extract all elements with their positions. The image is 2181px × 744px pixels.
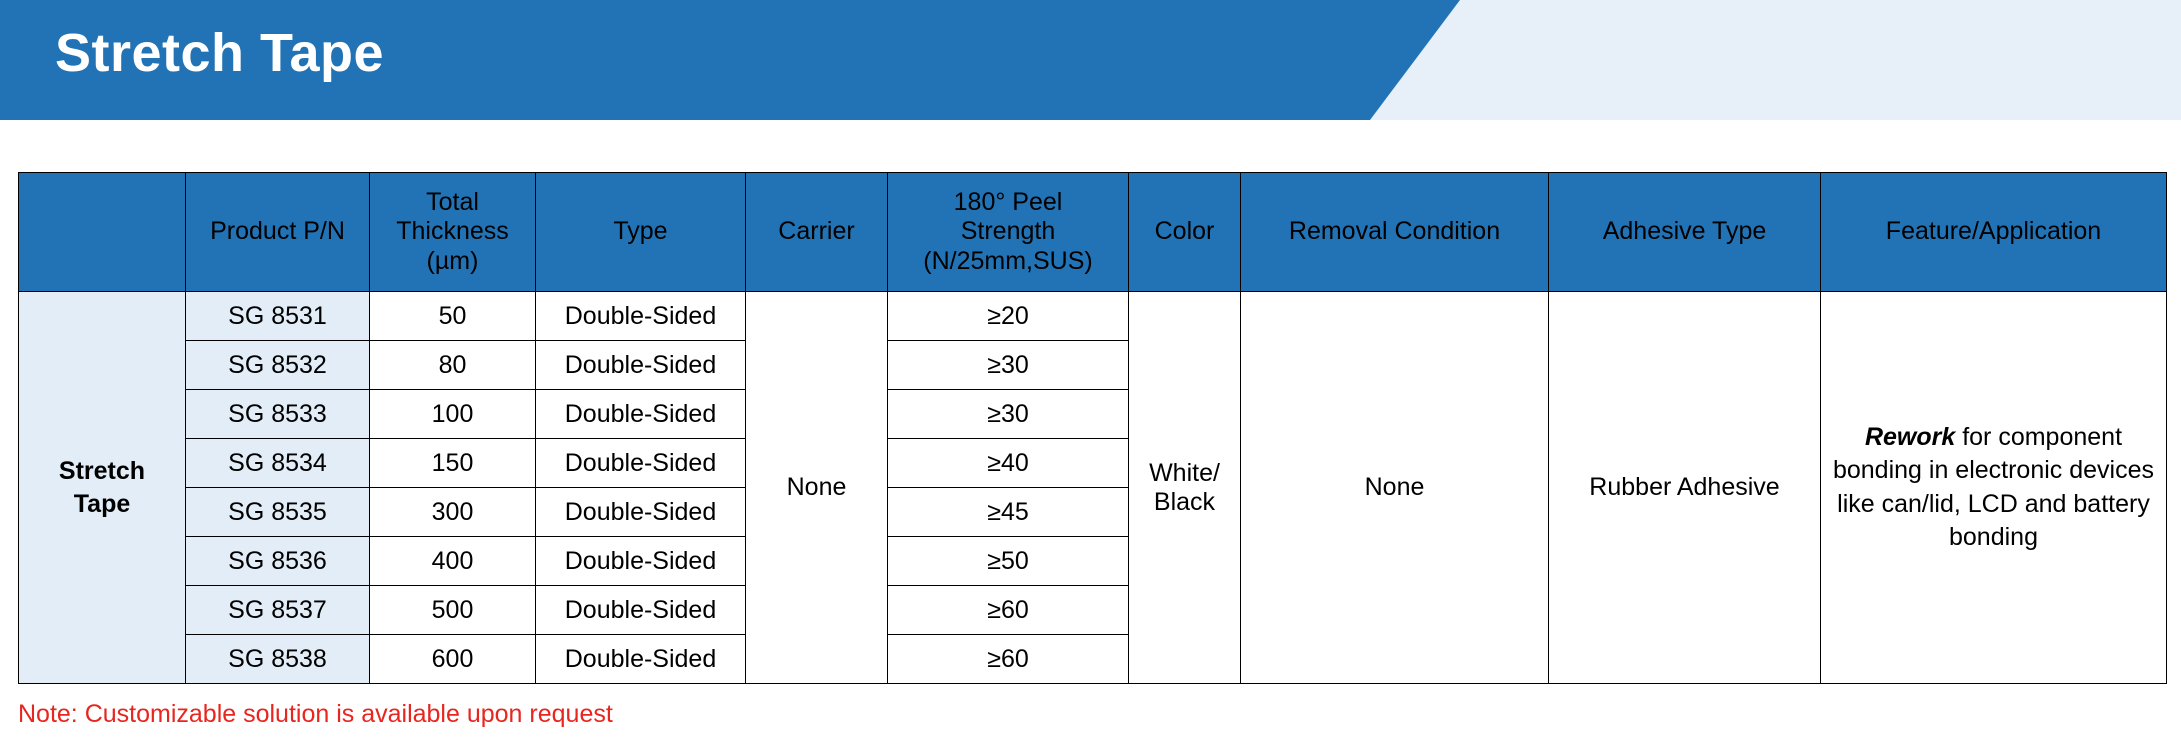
cell-product-pn: SG 8537 <box>186 586 370 635</box>
column-header-peel-strength-line3: (N/25mm,SUS) <box>923 246 1093 275</box>
column-header-peel-strength <box>888 173 1129 292</box>
note-text: Note: Customizable solution is available upon request <box>18 700 613 728</box>
cell-peel-strength: ≥40 <box>888 439 1129 488</box>
cell-peel-strength: ≥60 <box>888 635 1129 684</box>
cell-removal-condition: None <box>1241 292 1549 684</box>
cell-product-pn: SG 8532 <box>186 341 370 390</box>
cell-peel-strength: ≥30 <box>888 390 1129 439</box>
group-label-line1: Stretch <box>58 457 146 485</box>
cell-product-pn: SG 8535 <box>186 488 370 537</box>
cell-thickness: 600 <box>370 635 536 684</box>
column-header-total-thickness-line1: Total <box>426 187 479 216</box>
cell-type: Double-Sided <box>536 635 746 684</box>
cell-type: Double-Sided <box>536 537 746 586</box>
cell-thickness: 100 <box>370 390 536 439</box>
cell-thickness: 300 <box>370 488 536 537</box>
column-header-total-thickness <box>370 173 536 292</box>
spec-table-container <box>18 172 2168 684</box>
cell-thickness: 80 <box>370 341 536 390</box>
table-body <box>19 292 2167 684</box>
column-header-peel-strength-line1: 180° Peel <box>953 187 1063 216</box>
cell-carrier: None <box>746 292 888 684</box>
cell-type: Double-Sided <box>536 390 746 439</box>
cell-product-pn: SG 8536 <box>186 537 370 586</box>
cell-feature-application <box>1821 292 2167 684</box>
cell-peel-strength: ≥20 <box>888 292 1129 341</box>
feature-description: for component bonding in electronic devices like can/lid, LCD and battery bonding <box>1832 423 2155 551</box>
column-header-carrier: Carrier <box>746 173 888 292</box>
column-header-adhesive-type: Adhesive Type <box>1549 173 1821 292</box>
cell-peel-strength: ≥60 <box>888 586 1129 635</box>
cell-adhesive-type: Rubber Adhesive <box>1549 292 1821 684</box>
column-header-removal-condition: Removal Condition <box>1241 173 1549 292</box>
cell-product-pn: SG 8538 <box>186 635 370 684</box>
cell-peel-strength: ≥45 <box>888 488 1129 537</box>
page-header <box>0 0 2181 120</box>
group-label-line2: Tape <box>73 489 131 518</box>
column-header-feature-application: Feature/Application <box>1821 173 2167 292</box>
cell-type: Double-Sided <box>536 488 746 537</box>
cell-peel-strength: ≥30 <box>888 341 1129 390</box>
cell-thickness: 400 <box>370 537 536 586</box>
column-header-group <box>19 173 186 292</box>
cell-peel-strength: ≥50 <box>888 537 1129 586</box>
cell-type: Double-Sided <box>536 586 746 635</box>
cell-type: Double-Sided <box>536 439 746 488</box>
cell-product-pn: SG 8533 <box>186 390 370 439</box>
table-header-row <box>19 173 2167 292</box>
cell-color-line1: White/ <box>1149 458 1220 487</box>
cell-product-pn: SG 8531 <box>186 292 370 341</box>
cell-thickness: 50 <box>370 292 536 341</box>
cell-color <box>1129 292 1241 684</box>
column-header-total-thickness-line3: (µm) <box>426 246 479 275</box>
column-header-product-pn: Product P/N <box>186 173 370 292</box>
cell-thickness: 150 <box>370 439 536 488</box>
group-label-stretch-tape <box>19 292 186 684</box>
cell-type: Double-Sided <box>536 341 746 390</box>
column-header-type: Type <box>536 173 746 292</box>
page-title: Stretch Tape <box>55 23 385 83</box>
feature-keyword: Rework <box>1864 423 1956 451</box>
cell-thickness: 500 <box>370 586 536 635</box>
column-header-peel-strength-line2: Strength <box>960 217 1056 246</box>
column-header-total-thickness-line2: Thickness <box>396 217 509 246</box>
spec-table <box>18 172 2167 684</box>
column-header-color: Color <box>1129 173 1241 292</box>
cell-product-pn: SG 8534 <box>186 439 370 488</box>
table-row <box>19 292 2167 341</box>
cell-type: Double-Sided <box>536 292 746 341</box>
cell-color-line2: Black <box>1153 487 1216 516</box>
